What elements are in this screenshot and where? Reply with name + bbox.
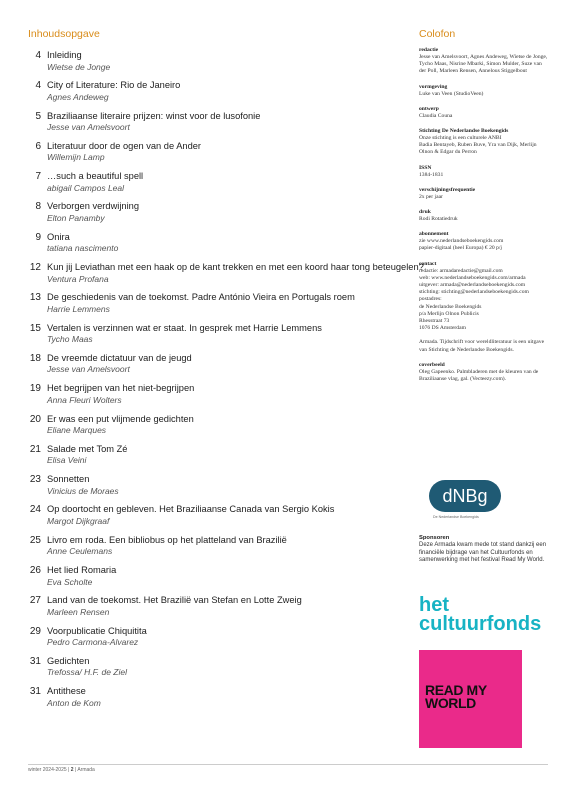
toc-author: Anne Ceulemans bbox=[47, 546, 113, 557]
colofon-section-heading: druk bbox=[419, 209, 431, 216]
toc-entry bbox=[28, 565, 408, 595]
colofon-section-text: Jesse van Amelsvoort, Agnes Andeweg, Wietse de Jonge, Tycho Maas, Nisrine Mbarki, Simon Mulder, Suze van der Poll, Marleen Rensen, Annelous Stiggelbout bbox=[419, 54, 548, 75]
toc-page-number: 13 bbox=[29, 292, 41, 304]
toc-author: Agnes Andeweg bbox=[47, 91, 109, 102]
toc-entry bbox=[28, 171, 408, 201]
toc-title: Livro em roda. Een bibliobus op het platteland van Brazilië bbox=[47, 534, 287, 545]
toc-page-number: 23 bbox=[29, 474, 41, 486]
colofon-section bbox=[419, 339, 549, 353]
toc-author: Jesse van Amelsvoort bbox=[47, 122, 130, 133]
toc-entry bbox=[28, 535, 408, 565]
footer-divider bbox=[28, 764, 548, 765]
toc-title: Land van de toekomst. Het Brazilië van Stefan en Lotte Zweig bbox=[47, 595, 302, 606]
toc-entry bbox=[28, 383, 408, 413]
toc-title: Salade met Tom Zé bbox=[47, 443, 128, 454]
colofon-section bbox=[419, 46, 549, 76]
toc-page-number: 27 bbox=[29, 595, 41, 607]
toc-entry bbox=[28, 504, 408, 534]
colofon-section-heading: redactie bbox=[419, 47, 439, 53]
toc-page-number: 9 bbox=[35, 231, 41, 243]
toc-page-number: 4 bbox=[35, 80, 41, 92]
colofon-section-text: Luke van Veen (StudioVeen) bbox=[419, 90, 484, 97]
toc-author: Elton Panamby bbox=[47, 212, 105, 223]
toc-title: Er was een put vlijmende gedichten bbox=[47, 413, 194, 424]
toc-entry bbox=[28, 444, 408, 474]
toc-page-number: 25 bbox=[29, 534, 41, 546]
colofon bbox=[419, 46, 549, 390]
colofon-section-heading: vormgeving bbox=[419, 83, 448, 90]
toc-author: Jesse van Amelsvoort bbox=[47, 364, 130, 375]
colofon-section bbox=[419, 164, 549, 179]
toc-entry bbox=[28, 686, 408, 716]
sponsor-heading: Sponsoren bbox=[419, 535, 450, 541]
toc-author: Eva Scholte bbox=[47, 576, 93, 587]
colofon-section-text: 2x per jaar bbox=[419, 193, 443, 200]
colofon-section-text: Oleg Gapeenko. Palmbladeren met de kleuren van de Braziliaanse vlag, gal. (Vecteezy.com). bbox=[419, 368, 539, 383]
toc-author: Willemijn Lamp bbox=[47, 152, 105, 163]
toc-author: Eliane Marques bbox=[47, 425, 107, 436]
toc-title: Gedichten bbox=[47, 655, 90, 666]
toc-author: Harrie Lemmens bbox=[47, 303, 110, 314]
toc-title: Sonnetten bbox=[47, 474, 90, 485]
toc-entry bbox=[28, 414, 408, 444]
footer-sep: | bbox=[68, 767, 71, 773]
toc-author: Tycho Maas bbox=[47, 334, 93, 345]
toc-entry bbox=[28, 232, 408, 262]
toc-page-number: 5 bbox=[35, 110, 41, 122]
toc-author: Vinicius de Moraes bbox=[47, 485, 119, 496]
colofon-section bbox=[419, 208, 549, 223]
colofon-section-text: redactie: armadaredactie@gmail.com web: www.nederlandseboekengids.com/armada uitgever: armada@nederlandseboekengids.com stichting: stichting@nederlandseboekengids.com postadres: de Nederlandse Boekengids p/a Merlijn Olnon Publicis Rhesstraat 73 1076 DS Amsterdam bbox=[419, 267, 529, 332]
read-my-world-line1: READ MY bbox=[425, 682, 487, 698]
colofon-section bbox=[419, 230, 549, 252]
colofon-section-heading: ontwerp bbox=[419, 105, 439, 112]
toc-entry bbox=[28, 80, 408, 110]
colofon-section-text: zie www.nederlandseboekengids.com papier-digitaal (heel Europa) € 20 p/j bbox=[419, 238, 504, 252]
toc-entry bbox=[28, 474, 408, 504]
toc-page-number: 12 bbox=[29, 262, 41, 274]
colofon-section bbox=[419, 83, 549, 98]
sponsor-text: Deze Armada kwam mede tot stand dankzij een financiële bijdrage van het Cultuurfonds en samenwerking met het festival Read My World. bbox=[419, 542, 547, 563]
toc-entry bbox=[28, 111, 408, 141]
table-of-contents bbox=[28, 50, 424, 717]
colofon-section-text: Rodi Rotatiedruk bbox=[419, 216, 458, 223]
footer-title: Armada bbox=[77, 767, 95, 773]
colofon-section bbox=[419, 127, 549, 157]
toc-author: Pedro Carmona-Alvarez bbox=[47, 637, 139, 648]
toc-author: Marleen Rensen bbox=[47, 606, 110, 617]
toc-entry bbox=[28, 201, 408, 231]
cultuurfonds-logo-line2: cultuurfonds bbox=[419, 613, 542, 635]
toc-entry bbox=[28, 292, 408, 322]
toc-author: Margot Dijkgraaf bbox=[47, 515, 110, 526]
dnbg-logo-text: dNBg bbox=[429, 480, 501, 512]
toc-page-number: 26 bbox=[29, 565, 41, 577]
toc-title: Onira bbox=[47, 231, 70, 242]
toc-page-number: 24 bbox=[29, 504, 41, 516]
dnbg-logo-subtitle: De Nederlandse Boekengids bbox=[433, 515, 479, 519]
read-my-world-line2: WORLD bbox=[425, 695, 476, 711]
toc-title: Het lied Romaria bbox=[47, 565, 117, 576]
toc-title: City of Literature: Rio de Janeiro bbox=[47, 80, 181, 91]
toc-page-number: 8 bbox=[35, 201, 41, 213]
toc-author: Anna Fleuri Wolters bbox=[47, 394, 122, 405]
toc-page-number: 7 bbox=[35, 171, 41, 183]
toc-title: Verborgen verdwijning bbox=[47, 201, 139, 212]
page-footer bbox=[28, 767, 95, 773]
toc-page-number: 20 bbox=[29, 413, 41, 425]
toc-title: De geschiedenis van de toekomst. Padre António Vieira en Portugals roem bbox=[47, 292, 355, 303]
toc-page-number: 31 bbox=[29, 655, 41, 667]
cultuurfonds-logo bbox=[419, 596, 559, 634]
colofon-heading: Colofon bbox=[419, 28, 456, 40]
toc-page-number: 18 bbox=[29, 352, 41, 364]
toc-title: Voorpublicatie Chiquitita bbox=[47, 625, 147, 636]
toc-entry bbox=[28, 323, 408, 353]
toc-page-number: 31 bbox=[29, 686, 41, 698]
toc-entry bbox=[28, 656, 408, 686]
toc-entry bbox=[28, 50, 408, 80]
colofon-section-heading: verschijningsfrequentie bbox=[419, 186, 476, 193]
colofon-section-heading: Stichting De Nederlandse Boekengids bbox=[419, 128, 509, 135]
toc-title: De vreemde dictatuur van de jeugd bbox=[47, 352, 192, 363]
toc-title: Vertalen is verzinnen wat er staat. In gesprek met Harrie Lemmens bbox=[47, 322, 322, 333]
colofon-section-text: Armada. Tijdschrift voor wereldliteratuur is een uitgave van Stichting de Nederlandse Boekengids. bbox=[419, 339, 545, 353]
sponsor-block bbox=[419, 534, 559, 565]
toc-page-number: 21 bbox=[29, 443, 41, 455]
toc-entry bbox=[28, 262, 424, 292]
colofon-section-text: Claudia Couna bbox=[419, 112, 453, 119]
toc-page-number: 4 bbox=[35, 50, 41, 61]
footer-page-number: 2 bbox=[70, 767, 74, 773]
toc-title: Braziliaanse literaire prijzen: winst voor de lusofonie bbox=[47, 110, 261, 121]
toc-author: Ventura Profana bbox=[47, 273, 109, 284]
colofon-section-heading: contact bbox=[419, 260, 437, 267]
toc-page-number: 19 bbox=[29, 383, 41, 395]
toc-page-number: 6 bbox=[35, 140, 41, 152]
toc-entry bbox=[28, 595, 408, 625]
toc-author: abigail Campos Leal bbox=[47, 182, 125, 193]
colofon-section bbox=[419, 361, 549, 383]
toc-entry bbox=[28, 141, 408, 171]
toc-title: Antithese bbox=[47, 686, 86, 697]
toc-author: Anton de Kom bbox=[47, 697, 101, 708]
toc-page-number: 29 bbox=[29, 625, 41, 637]
toc-title: …such a beautiful spell bbox=[47, 171, 144, 182]
toc-title: Het begrijpen van het niet-begrijpen bbox=[47, 383, 195, 394]
toc-entry bbox=[28, 353, 408, 383]
toc-author: Elisa Veini bbox=[47, 455, 87, 466]
toc-title: Kun jij Leviathan met een haak op de kant trekken en met een koord haar tong beteugelen? bbox=[47, 262, 424, 273]
colofon-section-heading: coverbeeld bbox=[419, 361, 445, 368]
colofon-section bbox=[419, 186, 549, 201]
toc-title: Inleiding bbox=[47, 50, 82, 60]
toc-author: tatiana nascimento bbox=[47, 243, 119, 254]
colofon-section bbox=[419, 105, 549, 120]
colofon-section-heading: ISSN bbox=[419, 164, 432, 171]
read-my-world-logo bbox=[419, 650, 522, 748]
toc-title: Literatuur door de ogen van de Ander bbox=[47, 140, 202, 151]
toc-heading: Inhoudsopgave bbox=[28, 28, 100, 40]
toc-author: Trefossa/ H.F. de Ziel bbox=[47, 667, 127, 678]
footer-issue: winter 2024-2025 bbox=[28, 767, 67, 773]
colofon-section-heading: abonnement bbox=[419, 231, 449, 238]
toc-entry bbox=[28, 626, 408, 656]
dnbg-logo bbox=[419, 474, 529, 530]
colofon-section bbox=[419, 260, 549, 333]
cultuurfonds-logo-line1: het bbox=[419, 594, 449, 616]
colofon-section-text: 1384-1831 bbox=[419, 171, 444, 178]
colofon-section-text: Onze stichting is een culturele ANBI Badia Bentayeb, Ruben Buve, Yra van Dijk, Merlijn Olnon & Edgar du Perron bbox=[419, 135, 537, 156]
footer-sep: | bbox=[74, 767, 78, 773]
toc-title: Op doortocht en gebleven. Het Braziliaanse Canada van Sergio Kokis bbox=[47, 504, 335, 515]
toc-author: Wietse de Jonge bbox=[47, 61, 111, 72]
toc-page-number: 15 bbox=[29, 322, 41, 334]
